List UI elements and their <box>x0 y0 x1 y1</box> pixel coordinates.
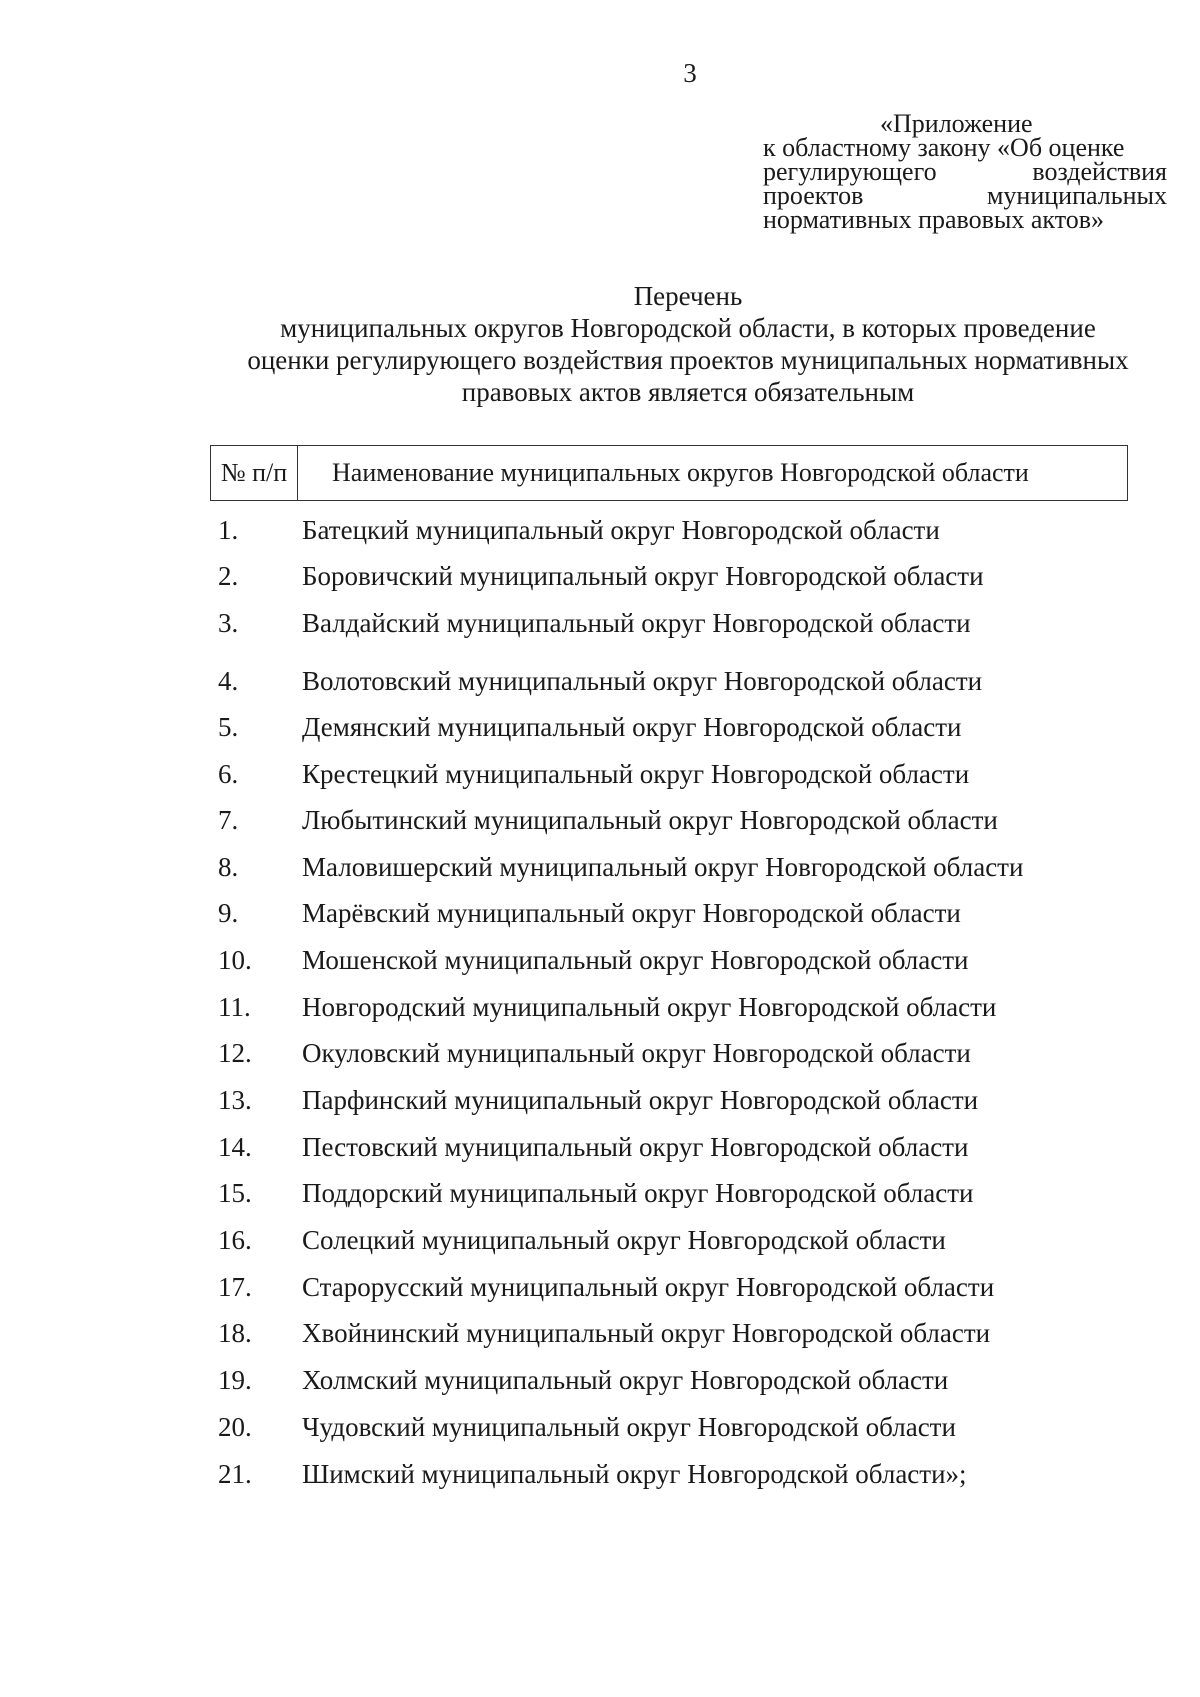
table-row <box>210 1127 968 1167</box>
district-name: Мошенской муниципальный округ Новгородской области <box>302 944 969 975</box>
district-name: Батецкий муниципальный округ Новгородской области <box>302 514 940 545</box>
district-name: Новгородский муниципальный округ Новгородской области <box>302 991 997 1022</box>
row-number: 2. <box>218 560 239 591</box>
row-number: 15. <box>218 1177 252 1208</box>
row-number: 11. <box>218 991 251 1022</box>
title-line-4: правовых актов является обязательным <box>461 377 915 407</box>
table-row <box>210 661 982 701</box>
row-number: 12. <box>218 1037 252 1068</box>
table-row <box>210 800 998 840</box>
row-number: 18. <box>218 1317 252 1348</box>
row-number: 16. <box>218 1224 252 1255</box>
table-row <box>210 1407 956 1447</box>
table-row <box>210 556 984 596</box>
table-row <box>210 707 961 747</box>
appendix-line-5: нормативных правовых актов» <box>763 205 1105 234</box>
table-row <box>210 893 961 933</box>
district-name: Холмский муниципальный округ Новгородской области <box>302 1364 949 1395</box>
district-name: Любытинский муниципальный округ Новгородской области <box>302 804 998 835</box>
table-row <box>210 1267 994 1307</box>
table-row <box>210 1173 973 1213</box>
district-name: Пестовский муниципальный округ Новгородской области <box>302 1131 969 1162</box>
table-row <box>210 1313 990 1353</box>
district-name: Чудовский муниципальный округ Новгородской области <box>302 1411 956 1442</box>
row-number: 5. <box>218 711 239 742</box>
table-row <box>210 1220 946 1260</box>
row-number: 19. <box>218 1364 252 1395</box>
row-number: 4. <box>218 665 239 696</box>
row-number: 13. <box>218 1084 252 1115</box>
appendix-header <box>763 109 1167 234</box>
appendix-line-3: регулирующего воздействия <box>763 157 1167 186</box>
row-number: 20. <box>218 1411 252 1442</box>
appendix-line-4: проектов муниципальных <box>763 181 1167 210</box>
row-number: 1. <box>218 514 239 545</box>
header-name-column: Наименование муниципальных округов Новгородской области <box>332 458 1029 487</box>
table-row <box>210 940 969 980</box>
row-number: 7. <box>218 804 239 835</box>
row-number: 17. <box>218 1271 252 1302</box>
page-number: 3 <box>683 58 697 88</box>
document-title <box>200 280 1176 408</box>
district-name: Окуловский муниципальный округ Новгородской области <box>302 1037 971 1068</box>
table-row <box>210 987 996 1027</box>
row-number: 9. <box>218 897 239 928</box>
row-number: 3. <box>218 607 239 638</box>
appendix-line-2: к областному закону «Об оценке <box>763 133 1125 162</box>
district-name: Поддорский муниципальный округ Новгородской области <box>302 1177 974 1208</box>
district-name: Демянский муниципальный округ Новгородской области <box>302 711 962 742</box>
title-line-2: муниципальных округов Новгородской области, в которых проведение <box>280 313 1096 343</box>
table-row <box>210 1033 971 1073</box>
district-name: Маловишерский муниципальный округ Новгородской области <box>302 851 1024 882</box>
district-name: Парфинский муниципальный округ Новгородской области <box>302 1084 979 1115</box>
row-number: 6. <box>218 758 239 789</box>
district-name: Боровичский муниципальный округ Новгородской области <box>302 560 984 591</box>
table-row <box>210 603 971 643</box>
row-number: 8. <box>218 851 239 882</box>
table-row <box>210 754 969 794</box>
table-header <box>210 445 1128 501</box>
row-number: 21. <box>218 1458 252 1489</box>
table-row <box>210 847 1023 887</box>
header-number-column: № п/п <box>211 446 298 500</box>
row-number: 14. <box>218 1131 252 1162</box>
district-name: Хвойнинский муниципальный округ Новгородской области <box>302 1317 991 1348</box>
district-name: Марёвский муниципальный округ Новгородской области <box>302 897 961 928</box>
title-line-1: Перечень <box>633 281 743 311</box>
district-name: Шимский муниципальный округ Новгородской области»; <box>302 1458 967 1489</box>
district-name: Солецкий муниципальный округ Новгородской области <box>302 1224 946 1255</box>
district-name: Валдайский муниципальный округ Новгородской области <box>302 607 971 638</box>
district-name: Крестецкий муниципальный округ Новгородской области <box>302 758 970 789</box>
table-row <box>210 510 940 550</box>
table-row <box>210 1080 978 1120</box>
table-row <box>210 1360 948 1400</box>
row-number: 10. <box>218 944 252 975</box>
table-row <box>210 1454 967 1494</box>
district-name: Волотовский муниципальный округ Новгородской области <box>302 665 983 696</box>
appendix-title: «Приложение <box>880 109 1033 138</box>
district-name: Старорусский муниципальный округ Новгородской области <box>302 1271 995 1302</box>
title-line-3: оценки регулирующего воздействия проектов муниципальных нормативных <box>247 345 1129 375</box>
